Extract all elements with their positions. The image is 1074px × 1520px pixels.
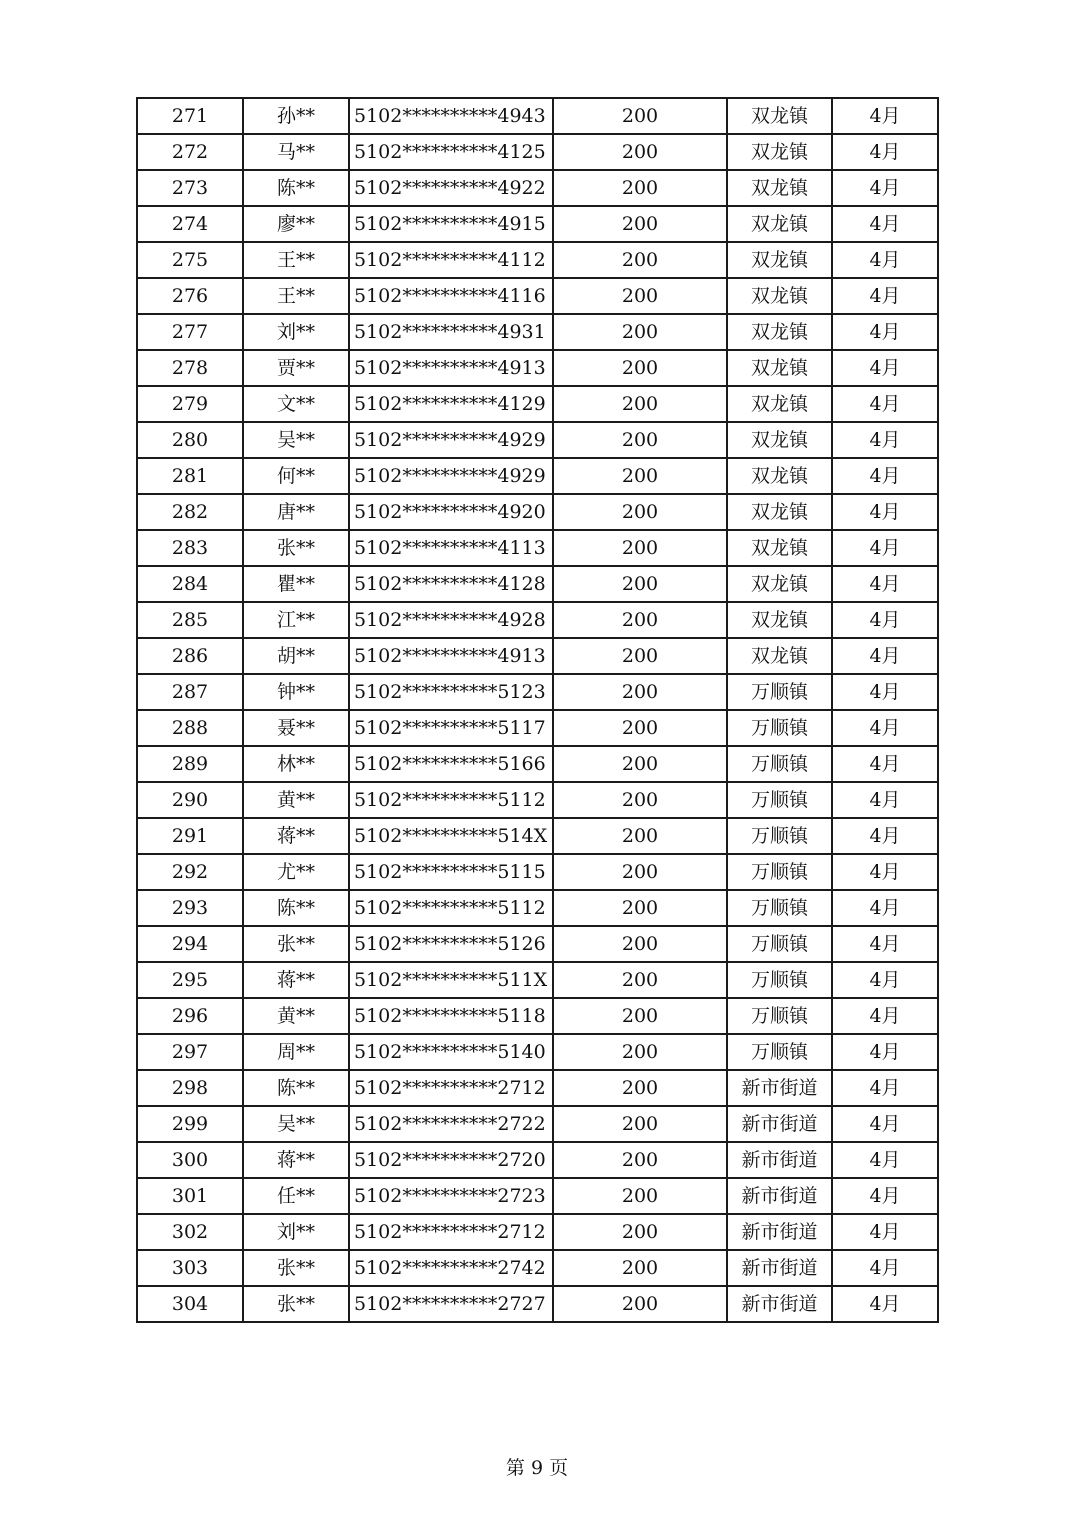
township-cell: 新市街道 [727, 1106, 832, 1142]
month-cell: 4月 [832, 314, 938, 350]
table-row [137, 134, 938, 170]
month-cell: 4月 [832, 818, 938, 854]
data-table [136, 97, 939, 1323]
name-cell: 周** [243, 1034, 349, 1070]
id-number-cell: 5102**********5118 [349, 998, 553, 1034]
row-number-cell: 286 [137, 638, 243, 674]
township-cell: 万顺镇 [727, 746, 832, 782]
month-cell: 4月 [832, 1070, 938, 1106]
name-cell: 林** [243, 746, 349, 782]
month-cell: 4月 [832, 854, 938, 890]
month-cell: 4月 [832, 422, 938, 458]
amount-cell: 200 [553, 1286, 727, 1322]
month-cell: 4月 [832, 206, 938, 242]
id-number-cell: 5102**********5166 [349, 746, 553, 782]
township-cell: 万顺镇 [727, 1034, 832, 1070]
month-cell: 4月 [832, 782, 938, 818]
month-cell: 4月 [832, 710, 938, 746]
id-number-cell: 5102**********2722 [349, 1106, 553, 1142]
table-row [137, 206, 938, 242]
name-cell: 蒋** [243, 818, 349, 854]
month-cell: 4月 [832, 1034, 938, 1070]
row-number-cell: 288 [137, 710, 243, 746]
township-cell: 双龙镇 [727, 314, 832, 350]
id-number-cell: 5102**********4913 [349, 638, 553, 674]
row-number-cell: 273 [137, 170, 243, 206]
amount-cell: 200 [553, 1070, 727, 1106]
name-cell: 王** [243, 278, 349, 314]
row-number-cell: 271 [137, 98, 243, 134]
row-number-cell: 290 [137, 782, 243, 818]
id-number-cell: 5102**********2742 [349, 1250, 553, 1286]
name-cell: 蒋** [243, 1142, 349, 1178]
row-number-cell: 278 [137, 350, 243, 386]
table-row [137, 926, 938, 962]
row-number-cell: 300 [137, 1142, 243, 1178]
township-cell: 双龙镇 [727, 638, 832, 674]
township-cell: 双龙镇 [727, 98, 832, 134]
id-number-cell: 5102**********5112 [349, 782, 553, 818]
id-number-cell: 5102**********4129 [349, 386, 553, 422]
month-cell: 4月 [832, 530, 938, 566]
name-cell: 陈** [243, 170, 349, 206]
township-cell: 双龙镇 [727, 350, 832, 386]
id-number-cell: 5102**********4929 [349, 458, 553, 494]
id-number-cell: 5102**********4913 [349, 350, 553, 386]
table-row [137, 314, 938, 350]
township-cell: 万顺镇 [727, 890, 832, 926]
table-row [137, 638, 938, 674]
id-number-cell: 5102**********4922 [349, 170, 553, 206]
row-number-cell: 293 [137, 890, 243, 926]
month-cell: 4月 [832, 170, 938, 206]
name-cell: 陈** [243, 890, 349, 926]
month-cell: 4月 [832, 98, 938, 134]
month-cell: 4月 [832, 602, 938, 638]
name-cell: 刘** [243, 314, 349, 350]
name-cell: 胡** [243, 638, 349, 674]
amount-cell: 200 [553, 746, 727, 782]
name-cell: 刘** [243, 1214, 349, 1250]
month-cell: 4月 [832, 242, 938, 278]
township-cell: 新市街道 [727, 1178, 832, 1214]
amount-cell: 200 [553, 350, 727, 386]
amount-cell: 200 [553, 1106, 727, 1142]
township-cell: 双龙镇 [727, 422, 832, 458]
table-row [137, 278, 938, 314]
month-cell: 4月 [832, 1142, 938, 1178]
amount-cell: 200 [553, 782, 727, 818]
month-cell: 4月 [832, 386, 938, 422]
name-cell: 贾** [243, 350, 349, 386]
id-number-cell: 5102**********5112 [349, 890, 553, 926]
month-cell: 4月 [832, 1178, 938, 1214]
table-row [137, 1250, 938, 1286]
amount-cell: 200 [553, 530, 727, 566]
name-cell: 江** [243, 602, 349, 638]
id-number-cell: 5102**********4112 [349, 242, 553, 278]
table-row [137, 602, 938, 638]
amount-cell: 200 [553, 494, 727, 530]
month-cell: 4月 [832, 494, 938, 530]
table-row [137, 962, 938, 998]
table-row [137, 854, 938, 890]
township-cell: 双龙镇 [727, 170, 832, 206]
month-cell: 4月 [832, 998, 938, 1034]
id-number-cell: 5102**********4929 [349, 422, 553, 458]
month-cell: 4月 [832, 746, 938, 782]
name-cell: 张** [243, 1286, 349, 1322]
amount-cell: 200 [553, 818, 727, 854]
row-number-cell: 283 [137, 530, 243, 566]
month-cell: 4月 [832, 638, 938, 674]
table-row [137, 170, 938, 206]
month-cell: 4月 [832, 962, 938, 998]
page-number: 第 9 页 [505, 1457, 569, 1479]
row-number-cell: 294 [137, 926, 243, 962]
table-row [137, 1034, 938, 1070]
table-row [137, 530, 938, 566]
id-number-cell: 5102**********2727 [349, 1286, 553, 1322]
row-number-cell: 302 [137, 1214, 243, 1250]
row-number-cell: 287 [137, 674, 243, 710]
table-row [137, 890, 938, 926]
amount-cell: 200 [553, 962, 727, 998]
amount-cell: 200 [553, 206, 727, 242]
amount-cell: 200 [553, 710, 727, 746]
amount-cell: 200 [553, 638, 727, 674]
table-row [137, 818, 938, 854]
township-cell: 万顺镇 [727, 998, 832, 1034]
id-number-cell: 5102**********2720 [349, 1142, 553, 1178]
name-cell: 张** [243, 530, 349, 566]
township-cell: 万顺镇 [727, 674, 832, 710]
table-body [137, 98, 938, 1322]
month-cell: 4月 [832, 890, 938, 926]
township-cell: 万顺镇 [727, 854, 832, 890]
name-cell: 王** [243, 242, 349, 278]
id-number-cell: 5102**********511X [349, 962, 553, 998]
township-cell: 双龙镇 [727, 242, 832, 278]
month-cell: 4月 [832, 458, 938, 494]
id-number-cell: 5102**********4931 [349, 314, 553, 350]
township-cell: 新市街道 [727, 1142, 832, 1178]
township-cell: 万顺镇 [727, 962, 832, 998]
row-number-cell: 281 [137, 458, 243, 494]
row-number-cell: 284 [137, 566, 243, 602]
township-cell: 万顺镇 [727, 926, 832, 962]
id-number-cell: 5102**********4125 [349, 134, 553, 170]
id-number-cell: 5102**********5123 [349, 674, 553, 710]
row-number-cell: 279 [137, 386, 243, 422]
id-number-cell: 5102**********5126 [349, 926, 553, 962]
table-row [137, 350, 938, 386]
row-number-cell: 285 [137, 602, 243, 638]
amount-cell: 200 [553, 1178, 727, 1214]
name-cell: 瞿** [243, 566, 349, 602]
name-cell: 钟** [243, 674, 349, 710]
amount-cell: 200 [553, 1142, 727, 1178]
name-cell: 孙** [243, 98, 349, 134]
id-number-cell: 5102**********4915 [349, 206, 553, 242]
name-cell: 吴** [243, 422, 349, 458]
amount-cell: 200 [553, 278, 727, 314]
id-number-cell: 5102**********2723 [349, 1178, 553, 1214]
table-row [137, 458, 938, 494]
table-row [137, 494, 938, 530]
table-row [137, 98, 938, 134]
table-row [137, 1106, 938, 1142]
township-cell: 双龙镇 [727, 566, 832, 602]
table-row [137, 746, 938, 782]
table-row [137, 1178, 938, 1214]
township-cell: 新市街道 [727, 1070, 832, 1106]
row-number-cell: 289 [137, 746, 243, 782]
id-number-cell: 5102**********5140 [349, 1034, 553, 1070]
id-number-cell: 5102**********514X [349, 818, 553, 854]
township-cell: 双龙镇 [727, 134, 832, 170]
amount-cell: 200 [553, 1034, 727, 1070]
amount-cell: 200 [553, 854, 727, 890]
row-number-cell: 298 [137, 1070, 243, 1106]
name-cell: 尤** [243, 854, 349, 890]
amount-cell: 200 [553, 458, 727, 494]
id-number-cell: 5102**********5117 [349, 710, 553, 746]
table-row [137, 422, 938, 458]
table-row [137, 998, 938, 1034]
township-cell: 双龙镇 [727, 278, 832, 314]
township-cell: 万顺镇 [727, 782, 832, 818]
table-row [137, 1214, 938, 1250]
name-cell: 马** [243, 134, 349, 170]
month-cell: 4月 [832, 1106, 938, 1142]
table-row [137, 710, 938, 746]
amount-cell: 200 [553, 134, 727, 170]
id-number-cell: 5102**********4113 [349, 530, 553, 566]
row-number-cell: 277 [137, 314, 243, 350]
month-cell: 4月 [832, 350, 938, 386]
table-row [137, 674, 938, 710]
township-cell: 双龙镇 [727, 458, 832, 494]
name-cell: 吴** [243, 1106, 349, 1142]
row-number-cell: 301 [137, 1178, 243, 1214]
month-cell: 4月 [832, 134, 938, 170]
name-cell: 聂** [243, 710, 349, 746]
township-cell: 双龙镇 [727, 386, 832, 422]
table-row [137, 1142, 938, 1178]
row-number-cell: 297 [137, 1034, 243, 1070]
month-cell: 4月 [832, 1286, 938, 1322]
row-number-cell: 282 [137, 494, 243, 530]
row-number-cell: 303 [137, 1250, 243, 1286]
name-cell: 张** [243, 926, 349, 962]
township-cell: 新市街道 [727, 1286, 832, 1322]
name-cell: 蒋** [243, 962, 349, 998]
township-cell: 新市街道 [727, 1250, 832, 1286]
name-cell: 黄** [243, 782, 349, 818]
month-cell: 4月 [832, 674, 938, 710]
table-row [137, 566, 938, 602]
table-row [137, 242, 938, 278]
row-number-cell: 292 [137, 854, 243, 890]
row-number-cell: 295 [137, 962, 243, 998]
amount-cell: 200 [553, 170, 727, 206]
amount-cell: 200 [553, 314, 727, 350]
month-cell: 4月 [832, 1250, 938, 1286]
name-cell: 廖** [243, 206, 349, 242]
table-row [137, 1286, 938, 1322]
amount-cell: 200 [553, 386, 727, 422]
amount-cell: 200 [553, 1250, 727, 1286]
amount-cell: 200 [553, 674, 727, 710]
id-number-cell: 5102**********4943 [349, 98, 553, 134]
name-cell: 文** [243, 386, 349, 422]
month-cell: 4月 [832, 566, 938, 602]
amount-cell: 200 [553, 242, 727, 278]
row-number-cell: 291 [137, 818, 243, 854]
amount-cell: 200 [553, 422, 727, 458]
name-cell: 任** [243, 1178, 349, 1214]
table-row [137, 386, 938, 422]
amount-cell: 200 [553, 890, 727, 926]
township-cell: 双龙镇 [727, 602, 832, 638]
name-cell: 唐** [243, 494, 349, 530]
amount-cell: 200 [553, 998, 727, 1034]
row-number-cell: 299 [137, 1106, 243, 1142]
township-cell: 双龙镇 [727, 206, 832, 242]
row-number-cell: 276 [137, 278, 243, 314]
township-cell: 双龙镇 [727, 494, 832, 530]
amount-cell: 200 [553, 1214, 727, 1250]
month-cell: 4月 [832, 278, 938, 314]
township-cell: 新市街道 [727, 1214, 832, 1250]
township-cell: 万顺镇 [727, 818, 832, 854]
table-row [137, 1070, 938, 1106]
row-number-cell: 280 [137, 422, 243, 458]
row-number-cell: 296 [137, 998, 243, 1034]
table-row [137, 782, 938, 818]
amount-cell: 200 [553, 98, 727, 134]
id-number-cell: 5102**********4920 [349, 494, 553, 530]
amount-cell: 200 [553, 926, 727, 962]
row-number-cell: 304 [137, 1286, 243, 1322]
id-number-cell: 5102**********2712 [349, 1214, 553, 1250]
id-number-cell: 5102**********4928 [349, 602, 553, 638]
township-cell: 双龙镇 [727, 530, 832, 566]
row-number-cell: 272 [137, 134, 243, 170]
township-cell: 万顺镇 [727, 710, 832, 746]
name-cell: 张** [243, 1250, 349, 1286]
month-cell: 4月 [832, 1214, 938, 1250]
row-number-cell: 274 [137, 206, 243, 242]
month-cell: 4月 [832, 926, 938, 962]
name-cell: 何** [243, 458, 349, 494]
name-cell: 黄** [243, 998, 349, 1034]
id-number-cell: 5102**********4128 [349, 566, 553, 602]
amount-cell: 200 [553, 566, 727, 602]
amount-cell: 200 [553, 602, 727, 638]
row-number-cell: 275 [137, 242, 243, 278]
name-cell: 陈** [243, 1070, 349, 1106]
id-number-cell: 5102**********5115 [349, 854, 553, 890]
id-number-cell: 5102**********4116 [349, 278, 553, 314]
id-number-cell: 5102**********2712 [349, 1070, 553, 1106]
